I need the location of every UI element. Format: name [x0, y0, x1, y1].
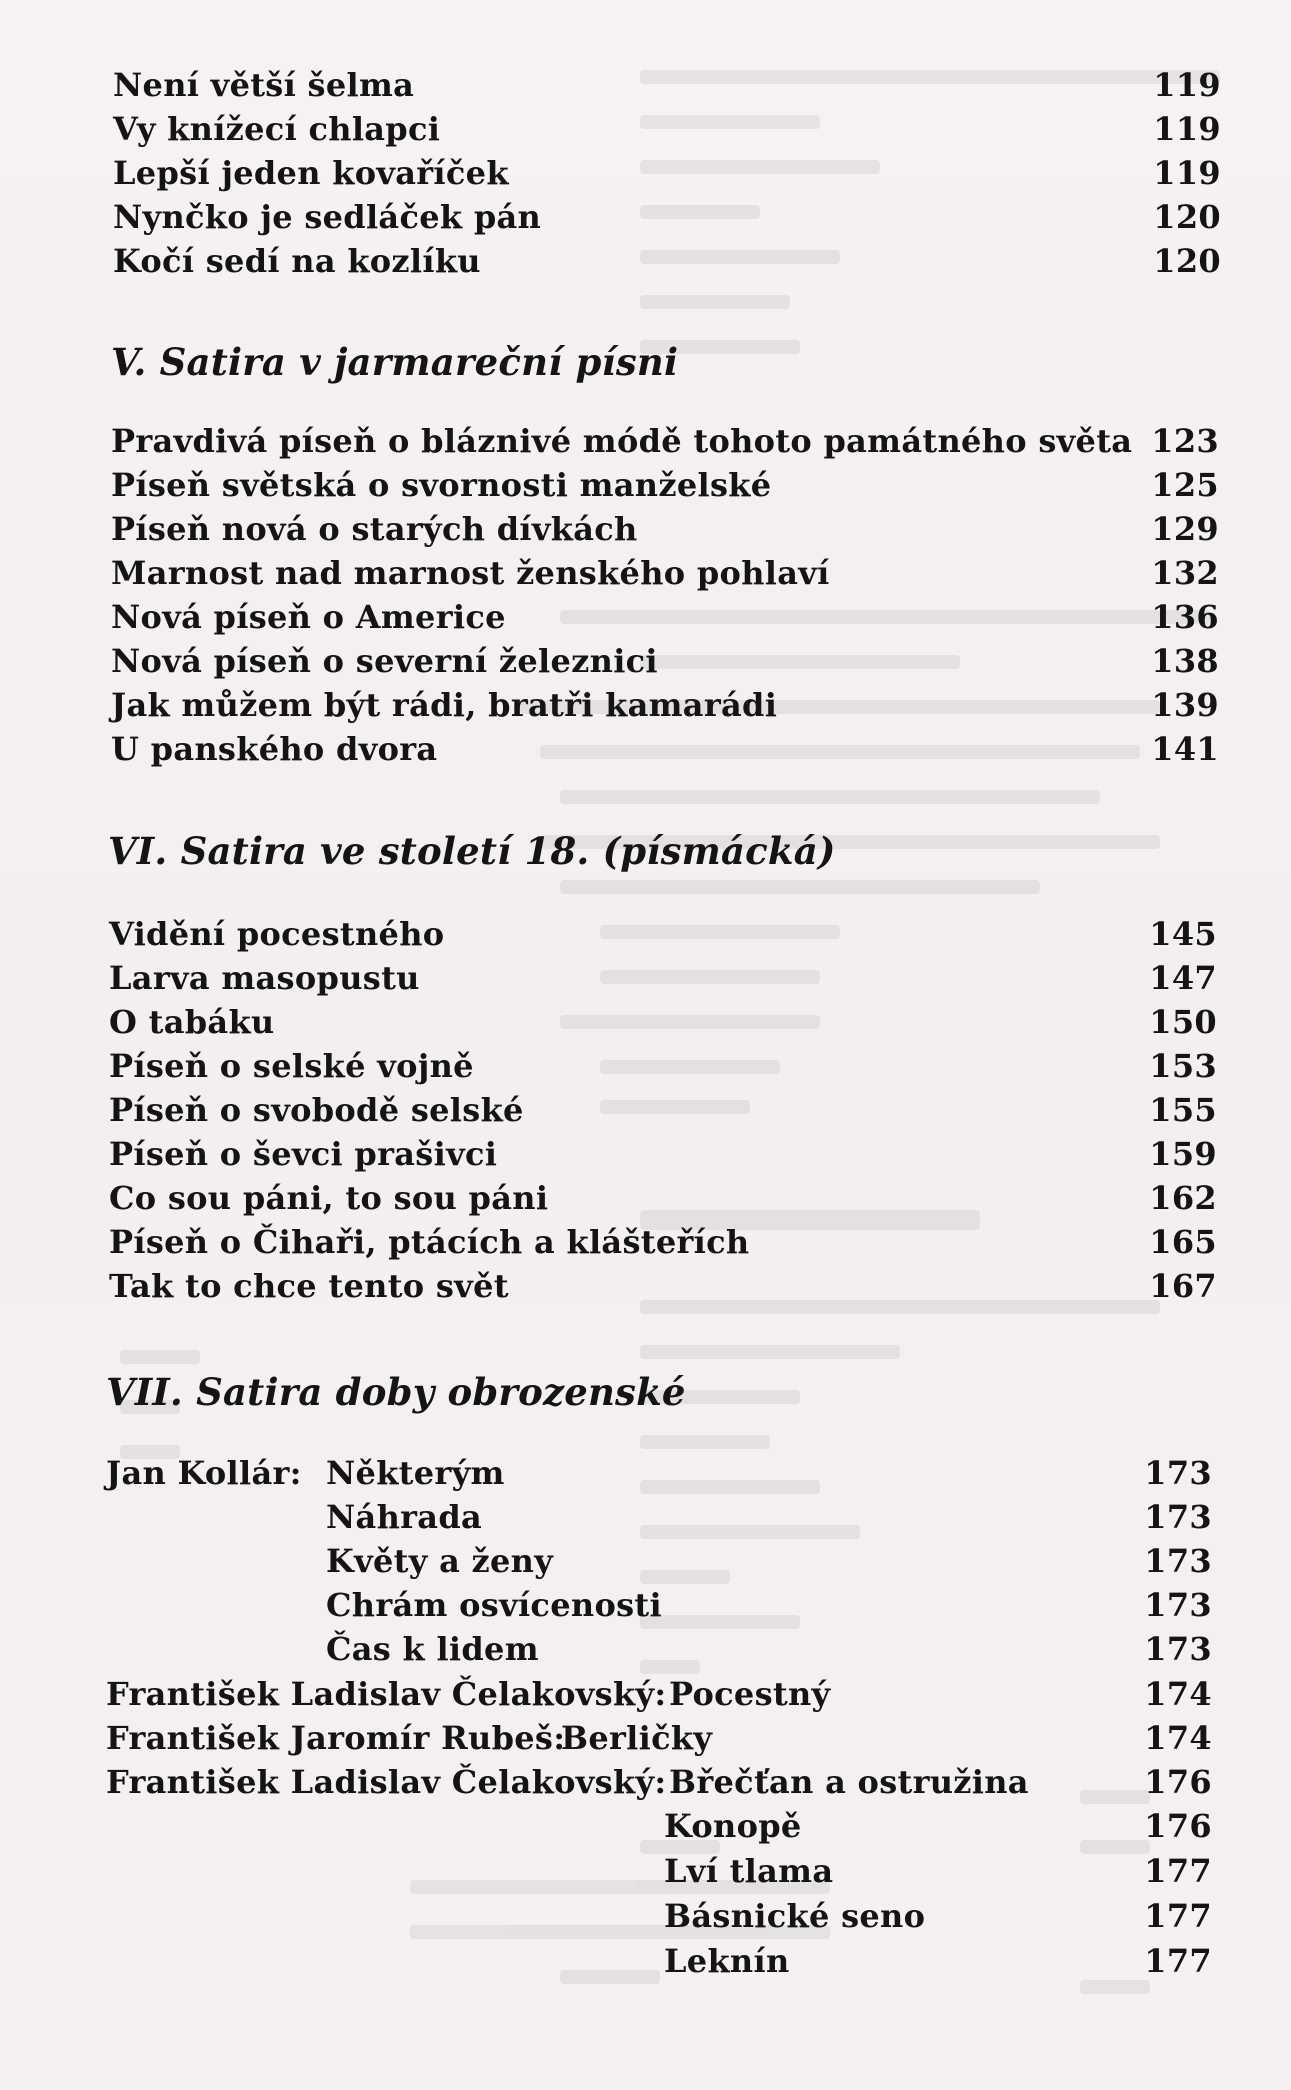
entry-page: 173: [1144, 1630, 1212, 1668]
entry-page: 173: [1144, 1454, 1212, 1492]
entry-page: 129: [1151, 510, 1219, 548]
toc-entry: [113, 65, 1221, 105]
entry-title: Nová píseň o severní železnici: [111, 642, 658, 680]
entry-title: Nynčko je sedláček pán: [113, 198, 542, 236]
entry-page: 150: [1149, 1003, 1217, 1041]
entry-page: 167: [1149, 1267, 1217, 1305]
toc-entry: [109, 1002, 1217, 1042]
entry-page: 173: [1144, 1542, 1212, 1580]
entry-page: 174: [1144, 1675, 1212, 1713]
section-heading: VII. Satira doby obrozenské: [106, 1370, 686, 1414]
toc-entry: [106, 1941, 1212, 1981]
entry-title: Píseň o ševci prašivci: [109, 1135, 498, 1173]
entry-author: František Jaromír Rubeš:: [106, 1719, 566, 1757]
toc-entry: [111, 553, 1219, 593]
entry-page: 174: [1144, 1719, 1212, 1757]
entry-title: Nová píseň o Americe: [111, 598, 506, 636]
toc-entry: [111, 509, 1219, 549]
toc-entry: [113, 241, 1221, 281]
entry-page: 139: [1151, 686, 1219, 724]
entry-page: 155: [1149, 1091, 1217, 1129]
entry-title: Náhrada: [326, 1498, 483, 1536]
entry-page: 176: [1144, 1807, 1212, 1845]
toc-entry: [113, 153, 1221, 193]
entry-title: Čas k lidem: [326, 1630, 539, 1668]
entry-page: 119: [1153, 66, 1221, 104]
toc-entry: [106, 1497, 1212, 1537]
toc-entry: [109, 1178, 1217, 1218]
entry-page: 173: [1144, 1586, 1212, 1624]
toc-entry: [109, 914, 1217, 954]
entry-page: 136: [1151, 598, 1219, 636]
entry-title: Marnost nad marnost ženského pohlaví: [111, 554, 830, 592]
entry-title: Básnické seno: [664, 1897, 926, 1935]
toc-entry: [111, 641, 1219, 681]
toc-entry: [109, 1046, 1217, 1086]
entry-page: 159: [1149, 1135, 1217, 1173]
entry-title: Píseň nová o starých dívkách: [111, 510, 638, 548]
entry-title: Larva masopustu: [109, 959, 420, 997]
entry-title: Píseň o selské vojně: [109, 1047, 474, 1085]
toc-entry: [111, 421, 1219, 461]
toc-entry: [109, 958, 1217, 998]
entry-title: U panského dvora: [111, 730, 438, 768]
entry-title: Vidění pocestného: [109, 915, 445, 953]
toc-entry: [106, 1762, 1212, 1802]
entry-title: Píseň o Čihaři, ptácích a klášteřích: [109, 1223, 750, 1261]
entry-title: Konopě: [664, 1807, 802, 1845]
section-heading: VI. Satira ve století 18. (písmácká): [108, 829, 836, 873]
entry-page: 176: [1144, 1763, 1212, 1801]
entry-page: 125: [1151, 466, 1219, 504]
toc-entry: [106, 1541, 1212, 1581]
toc-entry: [109, 1266, 1217, 1306]
toc-entry: [106, 1896, 1212, 1936]
entry-title: Kočí sedí na kozlíku: [113, 242, 481, 280]
section-heading: V. Satira v jarmareční písni: [111, 340, 679, 384]
toc-entry: [106, 1718, 1212, 1758]
entry-author: František Ladislav Čelakovský:: [106, 1675, 667, 1713]
entry-page: 132: [1151, 554, 1219, 592]
entry-page: 177: [1144, 1942, 1212, 1980]
entry-title: Pravdivá píseň o bláznivé módě tohoto památného světa: [111, 422, 1133, 460]
entry-page: 120: [1153, 198, 1221, 236]
entry-page: 147: [1149, 959, 1217, 997]
toc-entry: [113, 197, 1221, 237]
entry-title: Lví tlama: [664, 1852, 834, 1890]
entry-title: Píseň světská o svornosti manželské: [111, 466, 772, 504]
toc-entry: [106, 1851, 1212, 1891]
entry-author: Jan Kollár:: [106, 1454, 302, 1492]
entry-page: 119: [1153, 110, 1221, 148]
entry-page: 162: [1149, 1179, 1217, 1217]
toc-entry: [111, 729, 1219, 769]
entry-author: František Ladislav Čelakovský:: [106, 1763, 667, 1801]
entry-page: 123: [1151, 422, 1219, 460]
toc-entry: [109, 1134, 1217, 1174]
entry-page: 145: [1149, 915, 1217, 953]
toc-entry: [111, 465, 1219, 505]
entry-page: 177: [1144, 1897, 1212, 1935]
entry-page: 173: [1144, 1498, 1212, 1536]
entry-title: Leknín: [664, 1942, 790, 1980]
entry-title: Břečťan a ostružina: [669, 1763, 1029, 1801]
entry-title: Není větší šelma: [113, 66, 415, 104]
entry-title: Tak to chce tento svět: [109, 1267, 509, 1305]
toc-entry: [106, 1629, 1212, 1669]
toc-entry: [111, 597, 1219, 637]
toc-entry: [109, 1222, 1217, 1262]
toc-entry: [106, 1806, 1212, 1846]
entry-page: 153: [1149, 1047, 1217, 1085]
toc-entry: [106, 1453, 1212, 1493]
entry-title: Chrám osvícenosti: [326, 1586, 662, 1624]
toc-entry: [113, 109, 1221, 149]
entry-title: Květy a ženy: [326, 1542, 554, 1580]
entry-title: O tabáku: [109, 1003, 275, 1041]
toc-entry: [106, 1585, 1212, 1625]
entry-title: Některým: [326, 1454, 505, 1492]
entry-title: Jak můžem být rádi, bratři kamarádi: [111, 686, 778, 724]
entry-page: 120: [1153, 242, 1221, 280]
entry-page: 119: [1153, 154, 1221, 192]
entry-title: Berličky: [561, 1719, 713, 1757]
toc-entry: [109, 1090, 1217, 1130]
toc-entry: [111, 685, 1219, 725]
entry-title: Vy knížecí chlapci: [113, 110, 441, 148]
entry-page: 177: [1144, 1852, 1212, 1890]
entry-title: Píseň o svobodě selské: [109, 1091, 524, 1129]
entry-title: Co sou páni, to sou páni: [109, 1179, 549, 1217]
toc-entry: [106, 1674, 1212, 1714]
entry-page: 141: [1151, 730, 1219, 768]
entry-page: 165: [1149, 1223, 1217, 1261]
entry-page: 138: [1151, 642, 1219, 680]
entry-title: Lepší jeden kovaříček: [113, 154, 509, 192]
entry-title: Pocestný: [669, 1675, 831, 1713]
